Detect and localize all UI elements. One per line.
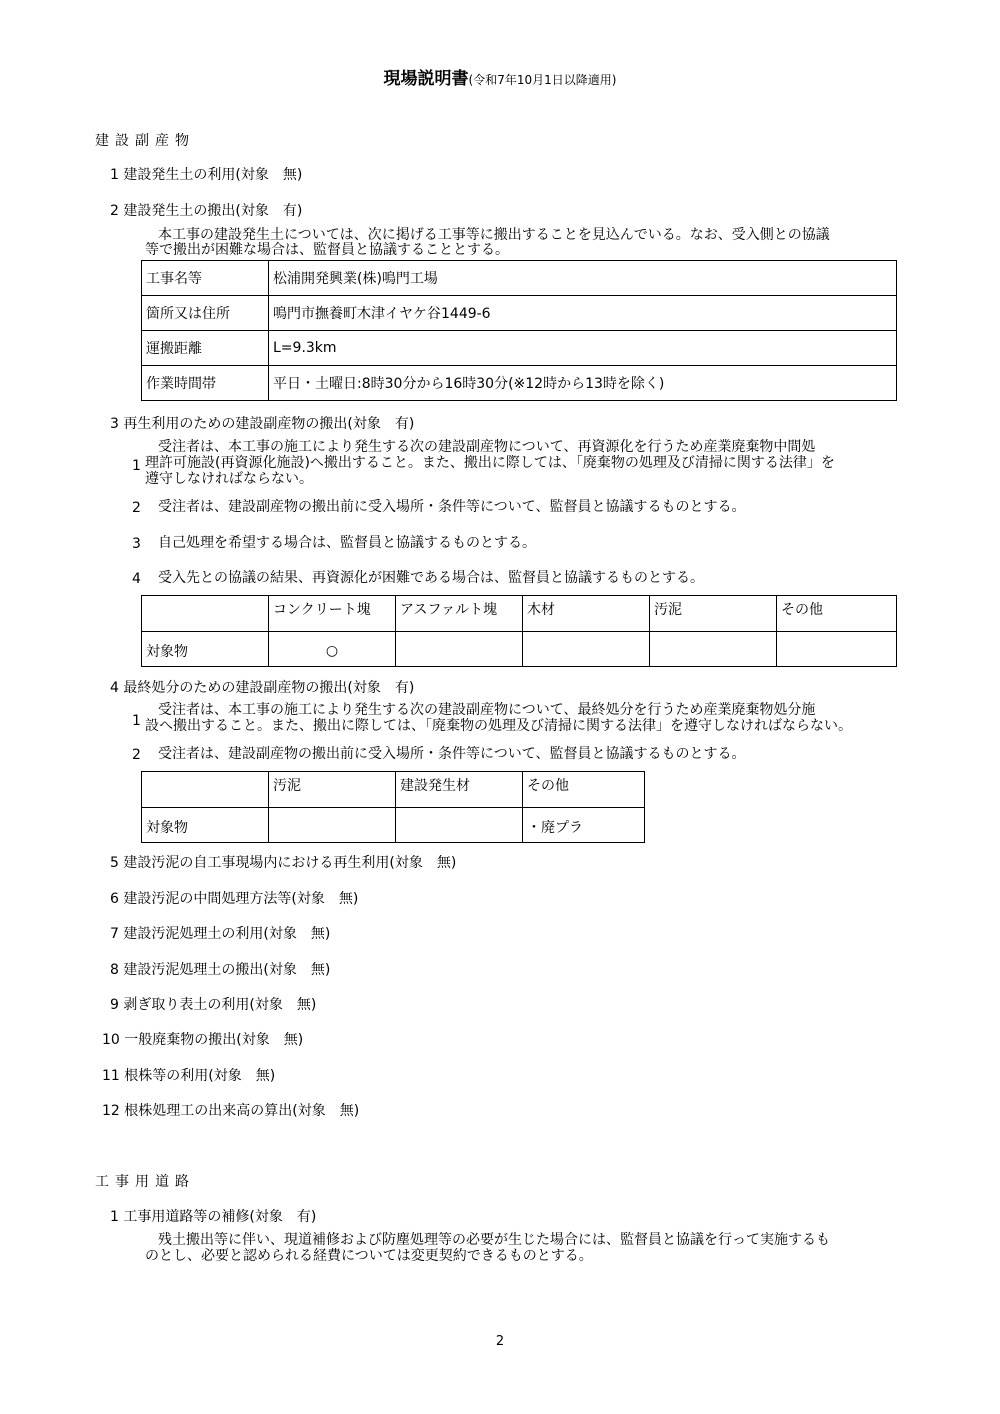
item-4-sub1-number: 1 — [132, 713, 141, 729]
item-6: 6 建設汚泥の中間処理方法等(対象 無) — [110, 891, 359, 907]
table-value: 松浦開発興業(株)鳴門工場 — [269, 261, 897, 296]
item-3-sub3: 自己処理を希望する場合は、監督員と協議するものとする。 — [158, 535, 536, 551]
table-cell: ○ — [269, 632, 396, 667]
table-header: コンクリート塊 — [269, 596, 396, 632]
item-7: 7 建設汚泥処理土の利用(対象 無) — [110, 926, 331, 942]
item-10: 10 一般廃棄物の搬出(対象 無) — [102, 1032, 304, 1048]
road-para-line2: のとし、必要と認められる経費については変更契約できるものとする。 — [145, 1248, 593, 1264]
item-4-sub1-line2: 設へ搬出すること。また、搬出に際しては、「廃棄物の処理及び清掃に関する法律」を遵守しなければならない。 — [145, 718, 852, 734]
table-cell — [777, 632, 897, 667]
table-cell: ・廃プラ — [523, 808, 645, 843]
item-3-sub1-number: 1 — [132, 458, 141, 474]
item-3-sub1-line2: 理許可施設(再資源化施設)へ搬出すること。また、搬出に際しては、「廃棄物の処理及び清掃に関する法律」を — [145, 455, 835, 471]
page-number: 2 — [495, 1334, 505, 1349]
table-header — [142, 596, 269, 632]
item-3-sub1-line1: 受注者は、本工事の施工により発生する次の建設副産物について、再資源化を行うため産業廃棄物中間処 — [158, 439, 816, 455]
table-header: その他 — [523, 772, 645, 808]
title-main: 現場説明書 — [383, 69, 469, 89]
table-row — [142, 331, 897, 366]
table-header: 建設発生材 — [396, 772, 523, 808]
table-header: 汚泥 — [269, 772, 396, 808]
table-cell: 対象物 — [142, 632, 269, 667]
item-3-sub2: 受注者は、建設副産物の搬出前に受入場所・条件等について、監督員と協議するものとする。 — [158, 499, 746, 515]
item-3-sub3-number: 3 — [132, 536, 141, 552]
item-12: 12 根株処理工の出来高の算出(対象 無) — [102, 1103, 360, 1119]
table-header: アスファルト塊 — [396, 596, 523, 632]
item-5: 5 建設汚泥の自工事現場内における再生利用(対象 無) — [110, 855, 457, 871]
item-4-sub2: 受注者は、建設副産物の搬出前に受入場所・条件等について、監督員と協議するものとする。 — [158, 746, 746, 762]
item-3-sub2-number: 2 — [132, 500, 141, 516]
table-row — [142, 808, 645, 843]
item-2-para-line2: 等で搬出が困難な場合は、監督員と協議することとする。 — [145, 242, 509, 258]
item-9: 9 剥ぎ取り表土の利用(対象 無) — [110, 997, 317, 1013]
item-3-sub4: 受入先との協議の結果、再資源化が困難である場合は、監督員と協議するものとする。 — [158, 570, 704, 586]
item-11: 11 根株等の利用(対象 無) — [102, 1068, 276, 1084]
table-value: 平日・土曜日:8時30分から16時30分(※12時から13時を除く) — [269, 366, 897, 401]
section-heading-byproducts: 建設副産物 — [95, 133, 195, 149]
table-cell — [269, 808, 396, 843]
table-header: 汚泥 — [650, 596, 777, 632]
item-2-para-line1: 本工事の建設発生土については、次に掲げる工事等に搬出することを見込んでいる。なお、受入側との協議 — [158, 227, 830, 243]
document-title — [0, 64, 1000, 89]
table-cell — [523, 632, 650, 667]
table-value: L=9.3km — [269, 331, 897, 366]
table-key: 運搬距離 — [142, 331, 269, 366]
final-disposal-target-table — [141, 771, 645, 843]
table-key: 箇所又は住所 — [142, 296, 269, 331]
title-note: (令和7年10月1日以降適用) — [468, 73, 617, 87]
item-4-sub2-number: 2 — [132, 747, 141, 763]
item-4-sub1-line1: 受注者は、本工事の施工により発生する次の建設副産物について、最終処分を行うため産業廃棄物処分施 — [158, 702, 816, 718]
table-header: その他 — [777, 596, 897, 632]
item-2: 2 建設発生土の搬出(対象 有) — [110, 203, 303, 219]
table-key: 工事名等 — [142, 261, 269, 296]
table-header — [142, 772, 269, 808]
table-row — [142, 632, 897, 667]
table-row — [142, 296, 897, 331]
table-value: 鳴門市撫養町木津イヤケ谷1449-6 — [269, 296, 897, 331]
item-3-sub4-number: 4 — [132, 571, 141, 587]
table-header-row — [142, 772, 645, 808]
table-cell — [396, 808, 523, 843]
table-row — [142, 261, 897, 296]
road-item-1: 1 工事用道路等の補修(対象 有) — [110, 1209, 317, 1225]
item-8: 8 建設汚泥処理土の搬出(対象 無) — [110, 962, 331, 978]
table-cell — [650, 632, 777, 667]
table-header: 木材 — [523, 596, 650, 632]
item-4: 4 最終処分のための建設副産物の搬出(対象 有) — [110, 680, 415, 696]
item-1: 1 建設発生土の利用(対象 無) — [110, 167, 303, 183]
table-cell — [396, 632, 523, 667]
item-3: 3 再生利用のための建設副産物の搬出(対象 有) — [110, 416, 415, 432]
table-row — [142, 366, 897, 401]
table-header-row — [142, 596, 897, 632]
recycling-target-table — [141, 595, 897, 667]
section-heading-construction-road: 工事用道路 — [95, 1174, 195, 1190]
disposal-site-table — [141, 260, 897, 401]
table-key: 作業時間帯 — [142, 366, 269, 401]
road-para-line1: 残土搬出等に伴い、現道補修および防塵処理等の必要が生じた場合には、監督員と協議を行って実施するも — [158, 1232, 830, 1248]
table-cell: 対象物 — [142, 808, 269, 843]
item-3-sub1-line3: 遵守しなければならない。 — [145, 471, 313, 487]
